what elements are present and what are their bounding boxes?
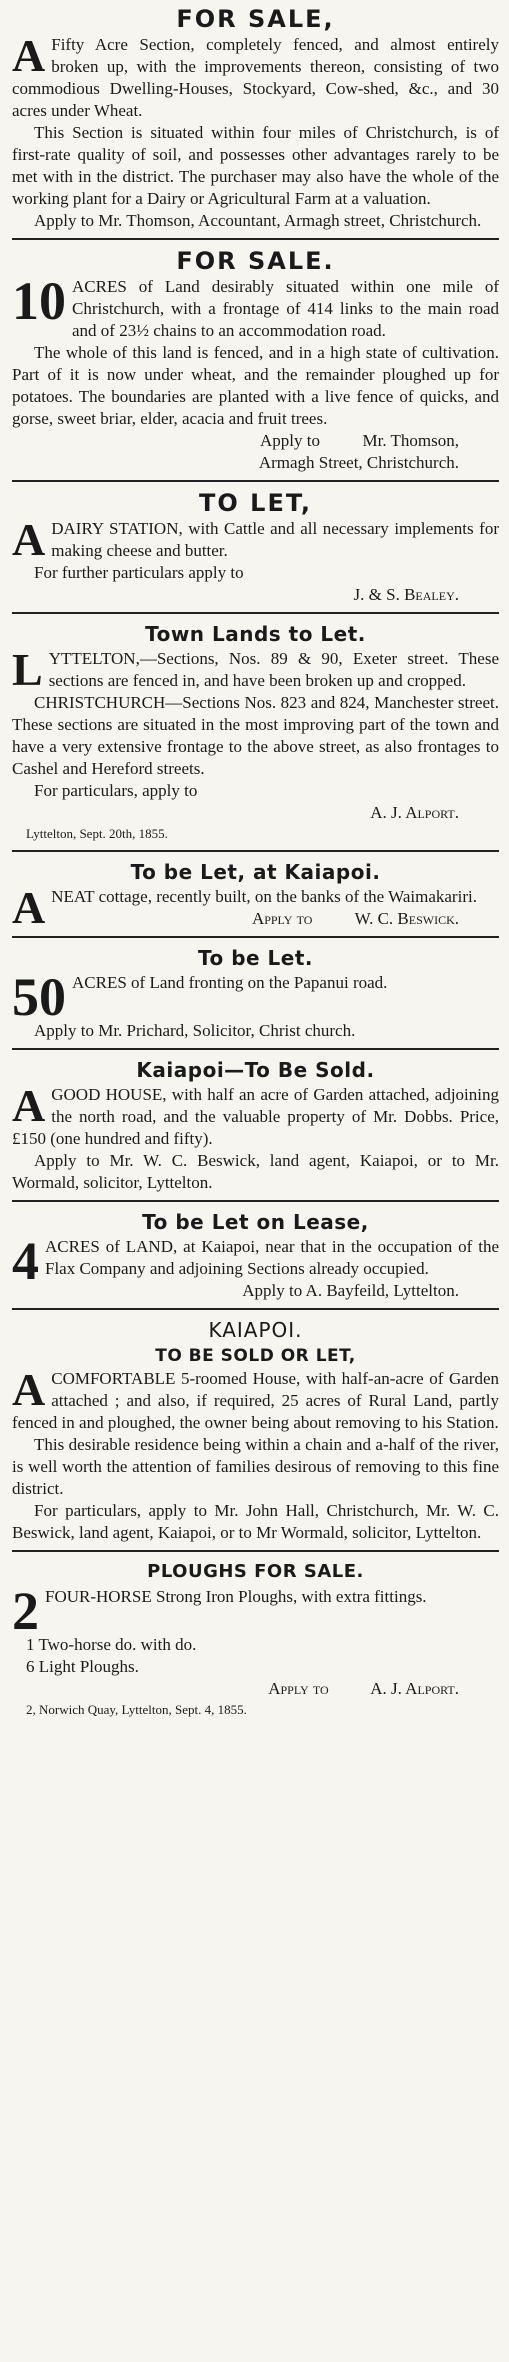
ad-contact-text: Apply to Mr. Thomson, Accountant, Armagh street, Christchurch. xyxy=(34,211,482,230)
ad-heading: Kaiapoi—To Be Sold. xyxy=(136,1058,375,1082)
ad-signature: Apply to A. Bayfeild, Lyttelton. xyxy=(242,1281,459,1300)
ad-kaiapoi-comfortable-house xyxy=(12,1316,499,1544)
divider xyxy=(12,480,499,482)
ad-dairy-station xyxy=(12,488,499,606)
ad-signature: Apply to Mr. Thomson, xyxy=(260,431,459,450)
ad-lead-text: COMFORTABLE 5-roomed House, with half-an-acre of Garden attached ; and also, if required, 25 acres of Rural Land, partly fenced in and ploughed, the owner being about removing to his Station. xyxy=(12,1369,499,1432)
ad-fifty-acres xyxy=(12,944,499,1042)
ad-body-text: CHRISTCHURCH—Sections Nos. 823 and 824, Manchester street. These sections are situated in the most improving part of the town and have a very extensive frontage to the above street, as also frontages to Cashel and Hereford streets. xyxy=(12,693,499,778)
ad-signature-address: Armagh Street, Christchurch. xyxy=(258,453,459,472)
ad-heading: FOR SALE, xyxy=(176,5,335,33)
drop-capital: 4 xyxy=(12,1236,39,1291)
drop-capital: L xyxy=(12,648,43,692)
ad-dateline: Lyttelton, Sept. 20th, 1855. xyxy=(26,826,168,841)
ad-lead-text: ACRES of Land fronting on the Papanui road. xyxy=(72,973,388,992)
ad-contact-text: For particulars, apply to xyxy=(34,781,198,800)
ad-body-text: The whole of this land is fenced, and in a high state of cultivation. Part of it is now under wheat, and the remainder ploughed up for potatoes. The boundaries are planted with a live fence of quicks, and gorse, sweet briar, elder, acacia and fruit trees. xyxy=(12,343,499,428)
ad-body-text: This desirable residence being within a chain and a-half of the river, is well worth the attention of families desirous of removing to this fine district. xyxy=(12,1435,499,1498)
ad-ten-acres xyxy=(12,246,499,474)
drop-capital: A xyxy=(12,1084,46,1131)
drop-capital: 2 xyxy=(12,1586,39,1634)
ad-signature: Apply to W. C. Beswick. xyxy=(251,909,459,928)
ad-kaiapoi-cottage xyxy=(12,858,499,930)
ad-fifty-acre-section xyxy=(12,4,499,232)
ad-signature: Apply to A. J. Alport. xyxy=(268,1679,459,1698)
ad-lead-text: ACRES of Land desirably situated within one mile of Christchurch, with a frontage of 414 links to the main road and of 23½ chains to an accommodation road. xyxy=(72,277,499,340)
ad-signature: A. J. Alport. xyxy=(370,803,459,822)
ad-heading: To be Let. xyxy=(198,946,313,970)
ad-dateline: 2, Norwich Quay, Lyttelton, Sept. 4, 1855. xyxy=(26,1702,247,1717)
drop-capital: A xyxy=(12,886,46,930)
ad-heading: To be Let on Lease, xyxy=(142,1210,369,1234)
ad-heading: KAIAPOI. xyxy=(208,1318,303,1342)
ad-lead-text: FOUR-HORSE Strong Iron Ploughs, with extra fittings. xyxy=(45,1587,427,1606)
divider xyxy=(12,612,499,614)
ad-lead-text: ACRES of LAND, at Kaiapoi, near that in the occupation of the Flax Company and adjoining Sections already occupied. xyxy=(45,1237,499,1278)
ad-kaiapoi-house xyxy=(12,1056,499,1194)
ad-lead-text: Fifty Acre Section, completely fenced, and almost entirely broken up, with the improvements thereon, consisting of two commodious Dwelling-Houses, Stockyard, Cow-shed, &c., and 30 acres under Wheat. xyxy=(12,35,499,120)
ad-town-lands xyxy=(12,620,499,844)
divider xyxy=(12,1550,499,1552)
divider xyxy=(12,936,499,938)
ad-body-text: For further particulars apply to xyxy=(34,563,244,582)
ad-heading: PLOUGHS FOR SALE. xyxy=(147,1561,364,1582)
ad-item-line: 6 Light Ploughs. xyxy=(26,1657,139,1676)
ad-contact-text: Apply to Mr. W. C. Beswick, land agent, Kaiapoi, or to Mr. Wormald, solicitor, Lyttelton. xyxy=(12,1151,499,1192)
ad-lead-text: YTTELTON,—Sections, Nos. 89 & 90, Exeter street. These sections are fenced in, and have been broken up and cropped. xyxy=(48,649,499,690)
ad-body-text: This Section is situated within four miles of Christchurch, is of first-rate quality of soil, and possesses other advantages rarely to be met with in the district. The purchaser may also have the whole of the working plant for a Dairy or Agricultural Farm at a valuation. xyxy=(12,123,499,208)
drop-capital: 50 xyxy=(12,972,66,1020)
ad-heading: Town Lands to Let. xyxy=(145,622,366,646)
ad-lead-text: DAIRY STATION, with Cattle and all necessary implements for making cheese and butter. xyxy=(51,519,499,560)
ad-lead-text: GOOD HOUSE, with half an acre of Garden attached, adjoining the north road, and the valuable property of Mr. Dobbs. Price, £150 (one hundred and fifty). xyxy=(12,1085,499,1148)
ad-heading: To be Let, at Kaiapoi. xyxy=(130,860,381,884)
divider xyxy=(12,850,499,852)
ad-lease-kaiapoi xyxy=(12,1208,499,1302)
ad-item-line: 1 Two-horse do. with do. xyxy=(26,1635,197,1654)
drop-capital: A xyxy=(12,1368,46,1415)
ad-contact-text: Apply to Mr. Prichard, Solicitor, Christ church. xyxy=(34,1021,356,1040)
drop-capital: A xyxy=(12,518,46,562)
divider xyxy=(12,1200,499,1202)
ad-heading: FOR SALE. xyxy=(176,247,335,275)
ad-contact-text: For particulars, apply to Mr. John Hall, Christchurch, Mr. W. C. Beswick, land agent, Kaiapoi, or to Mr Wormald, solicitor, Lyttelton. xyxy=(12,1501,499,1542)
ad-signature: J. & S. Bealey. xyxy=(353,585,459,604)
divider xyxy=(12,1048,499,1050)
divider xyxy=(12,238,499,240)
drop-capital: A xyxy=(12,34,46,81)
ad-ploughs-for-sale xyxy=(12,1558,499,1720)
ad-lead-text: NEAT cottage, recently built, on the banks of the Waimakariri. xyxy=(51,887,477,906)
ad-subheading: TO BE SOLD OR LET, xyxy=(155,1346,356,1366)
divider xyxy=(12,1308,499,1310)
drop-capital: 10 xyxy=(12,276,66,331)
ad-heading: TO LET, xyxy=(199,489,312,517)
